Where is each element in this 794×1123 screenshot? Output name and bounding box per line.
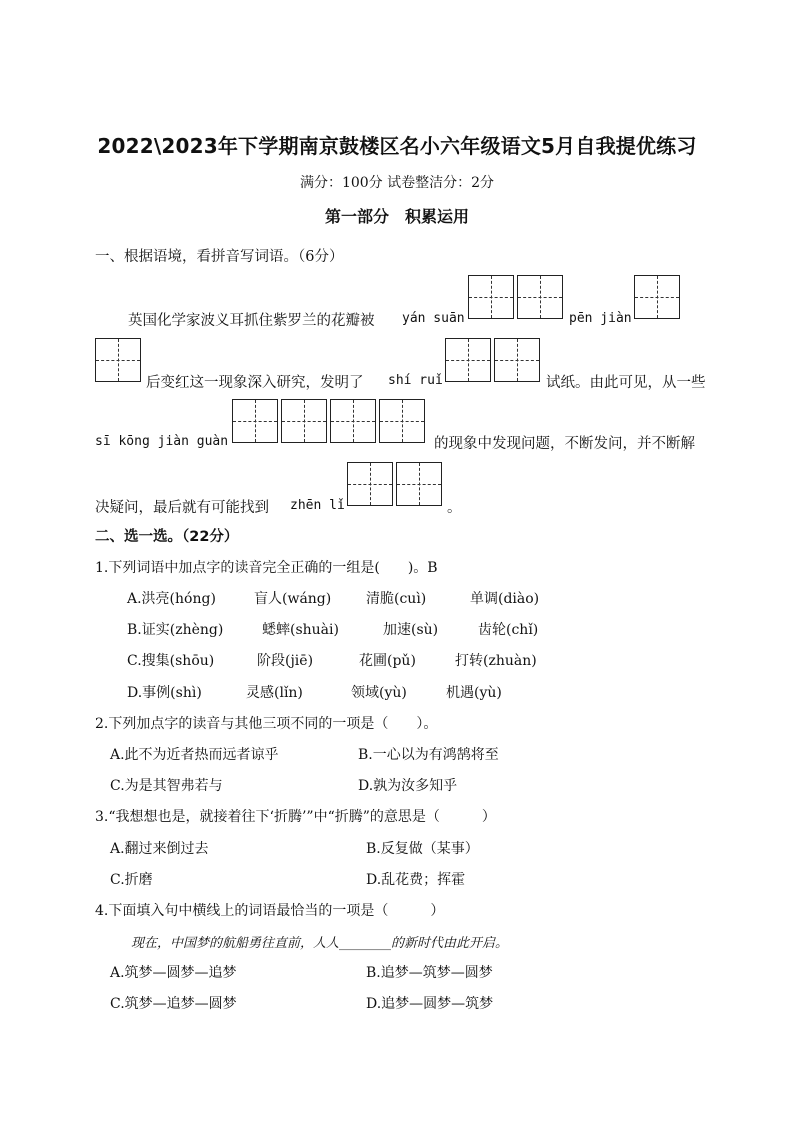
line2-text-b: 试纸。由此可见，从一些 — [546, 375, 706, 391]
q1-option-word: 单调(diào) — [470, 591, 540, 607]
q1-option-word: 花圃(pǔ) — [359, 653, 416, 669]
char-cell[interactable] — [232, 399, 278, 443]
q3-option-d[interactable]: D.乱花费；挥霍 — [366, 872, 466, 888]
answer-grid-shirui[interactable] — [445, 338, 540, 382]
q4-option-d[interactable]: D.追梦—圆梦—筑梦 — [366, 996, 494, 1012]
q2-option-a[interactable]: A.此不为近者热而远者谅乎 — [110, 747, 279, 763]
q3-stem: 3.“我想想也是，就接着往下‘折腾’”中“折腾”的意思是（ ） — [95, 809, 496, 825]
q3-option-c[interactable]: C.折磨 — [110, 872, 153, 888]
char-cell[interactable] — [494, 338, 540, 382]
q4-option-a[interactable]: A.筑梦—圆梦—追梦 — [110, 965, 237, 981]
pinyin-yansuan: yán suān — [402, 311, 465, 326]
q4-option-b[interactable]: B.追梦—筑梦—圆梦 — [366, 965, 493, 981]
char-cell[interactable] — [281, 399, 327, 443]
section1-heading: 一、根据语境，看拼音写词语。（6分） — [95, 249, 344, 265]
q1-option-word: 灵感(lǐn) — [246, 685, 303, 701]
char-cell[interactable] — [396, 462, 442, 506]
line4-text: 决疑问，最后就有可能找到 — [95, 500, 269, 516]
line1-text: 英国化学家波义耳抓住紫罗兰的花瓣被 — [128, 313, 375, 329]
pinyin-shirui: shí ruǐ — [388, 373, 443, 388]
line2-text-a: 后变红这一现象深入研究，发明了 — [146, 375, 364, 391]
q1-option[interactable]: D.事例(shì) — [127, 685, 202, 701]
q4-sentence: 现在，中国梦的航船勇往直前，人人________的新时代由此开启。 — [131, 936, 509, 951]
q1-option-word: 打转(zhuàn) — [455, 653, 537, 669]
pinyin-penjian: pēn jiàn — [569, 311, 632, 326]
q1-option[interactable]: A.洪亮(hóng) — [127, 591, 216, 607]
q1-option-word: 蟋蟀(shuài) — [262, 622, 339, 638]
char-cell[interactable] — [468, 275, 514, 319]
pinyin-zhenli: zhēn lǐ — [290, 498, 345, 513]
q1-option[interactable]: C.搜集(shōu) — [127, 653, 215, 669]
q1-option-word: 盲人(wáng) — [254, 591, 332, 607]
q1-option-word: 机遇(yù) — [446, 685, 502, 701]
answer-grid-penjian-2[interactable] — [95, 338, 141, 382]
char-cell[interactable] — [379, 399, 425, 443]
q2-option-d[interactable]: D.孰为汝多知乎 — [358, 778, 458, 794]
line4-end: 。 — [447, 500, 462, 516]
char-cell[interactable] — [95, 338, 141, 382]
q1-stem: 1.下列词语中加点字的读音完全正确的一组是( )。B — [95, 560, 438, 576]
answer-grid-penjian-1[interactable] — [634, 275, 680, 319]
q1-option-word: 清脆(cuì) — [366, 591, 427, 607]
q1-option[interactable]: B.证实(zhèng) — [127, 622, 224, 638]
q1-option-word: 加速(sù) — [383, 622, 439, 638]
char-cell[interactable] — [445, 338, 491, 382]
score-info: 满分：100分 试卷整洁分：2分 — [299, 175, 495, 191]
answer-grid-sikongjianguan[interactable] — [232, 399, 425, 443]
line3-text: 的现象中发现问题，不断发问，并不断解 — [434, 436, 695, 452]
answer-grid-zhenli[interactable] — [347, 462, 442, 506]
q3-option-b[interactable]: B.反复做（某事） — [366, 841, 479, 857]
section2-heading: 二、选一选。（22分） — [95, 529, 239, 545]
char-cell[interactable] — [634, 275, 680, 319]
pinyin-sikongjianguan: sī kōng jiàn guàn — [95, 434, 229, 449]
q3-option-a[interactable]: A.翻过来倒过去 — [110, 841, 209, 857]
q2-option-c[interactable]: C.为是其智弗若与 — [110, 778, 223, 794]
char-cell[interactable] — [517, 275, 563, 319]
q4-stem: 4.下面填入句中横线上的词语最恰当的一项是（ ） — [95, 903, 445, 919]
q1-option-word: 齿轮(chǐ) — [478, 622, 539, 638]
char-cell[interactable] — [330, 399, 376, 443]
q1-option-word: 领域(yù) — [351, 685, 407, 701]
q2-option-b[interactable]: B.一心以为有鸿鹄将至 — [358, 747, 499, 763]
char-cell[interactable] — [347, 462, 393, 506]
page-title: 2022\2023年下学期南京鼓楼区名小六年级语文5月自我提优练习 — [97, 134, 697, 158]
q2-stem: 2.下列加点字的读音与其他三项不同的一项是（ ）。 — [95, 716, 438, 732]
answer-grid-yansuan[interactable] — [468, 275, 563, 319]
q4-option-c[interactable]: C.筑梦—追梦—圆梦 — [110, 996, 237, 1012]
q1-option-word: 阶段(jiē) — [257, 653, 314, 669]
part-title: 第一部分 积累运用 — [324, 207, 469, 226]
